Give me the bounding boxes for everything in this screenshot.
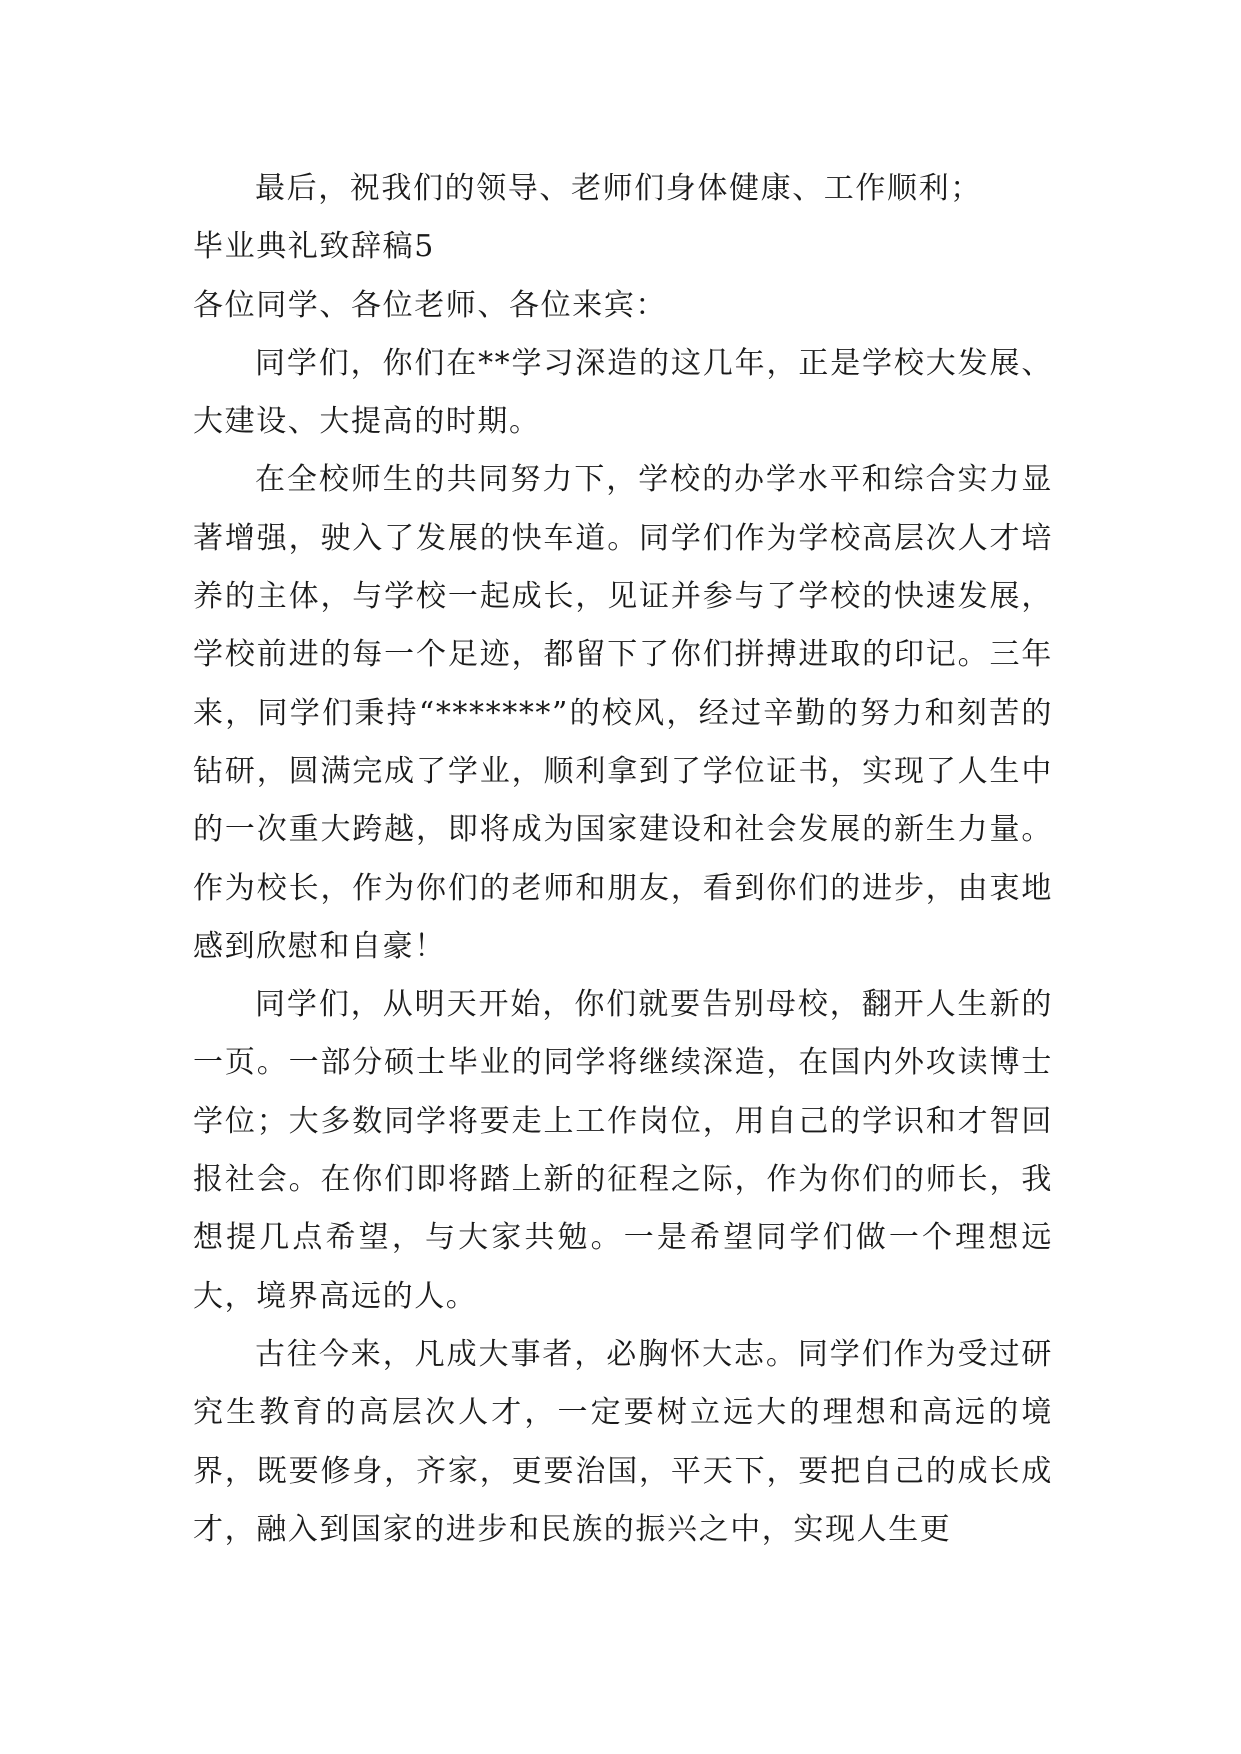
paragraph-1: 同学们，你们在**学习深造的这几年，正是学校大发展、大建设、大提高的时期。 [193,345,1053,440]
paragraph-4: 古往今来，凡成大事者，必胸怀大志。同学们作为受过研究生教育的高层次人才，一定要树立远大的理想和高远的境界，既要修身，齐家，更要治国，平天下，要把自己的成长成才，融入到国家的进步和民族的振兴之中，实现人生更 [193,1336,1053,1547]
document-body [193,160,1053,1559]
paragraph-2: 在全校师生的共同努力下，学校的办学水平和综合实力显著增强，驶入了发展的快车道。同学们作为学校高层次人才培养的主体，与学校一起成长，见证并参与了学校的快速发展，学校前进的每一个足迹，都留下了你们拼搏进取的印记。三年来，同学们秉持“*******”的校风，经过辛勤的努力和刻苦的钻研，圆满完成了学业，顺利拿到了学位证书，实现了人生中的一次重大跨越，即将成为国家建设和社会发展的新生力量。作为校长，作为你们的老师和朋友，看到你们的进步，由衷地感到欣慰和自豪！ [193,462,1053,964]
document-title: 毕业典礼致辞稿5 [193,229,435,265]
salutation: 各位同学、各位老师、各位来宾： [193,287,667,323]
paragraph-3: 同学们，从明天开始，你们就要告别母校，翻开人生新的一页。一部分硕士毕业的同学将继续深造，在国内外攻读博士学位；大多数同学将要走上工作岗位，用自己的学识和才智回报社会。在你们即将踏上新的征程之际，作为你们的师长，我想提几点希望，与大家共勉。一是希望同学们做一个理想远大，境界高远的人。 [193,987,1053,1314]
closing-line: 最后，祝我们的领导、老师们身体健康、工作顺利； [255,171,982,206]
